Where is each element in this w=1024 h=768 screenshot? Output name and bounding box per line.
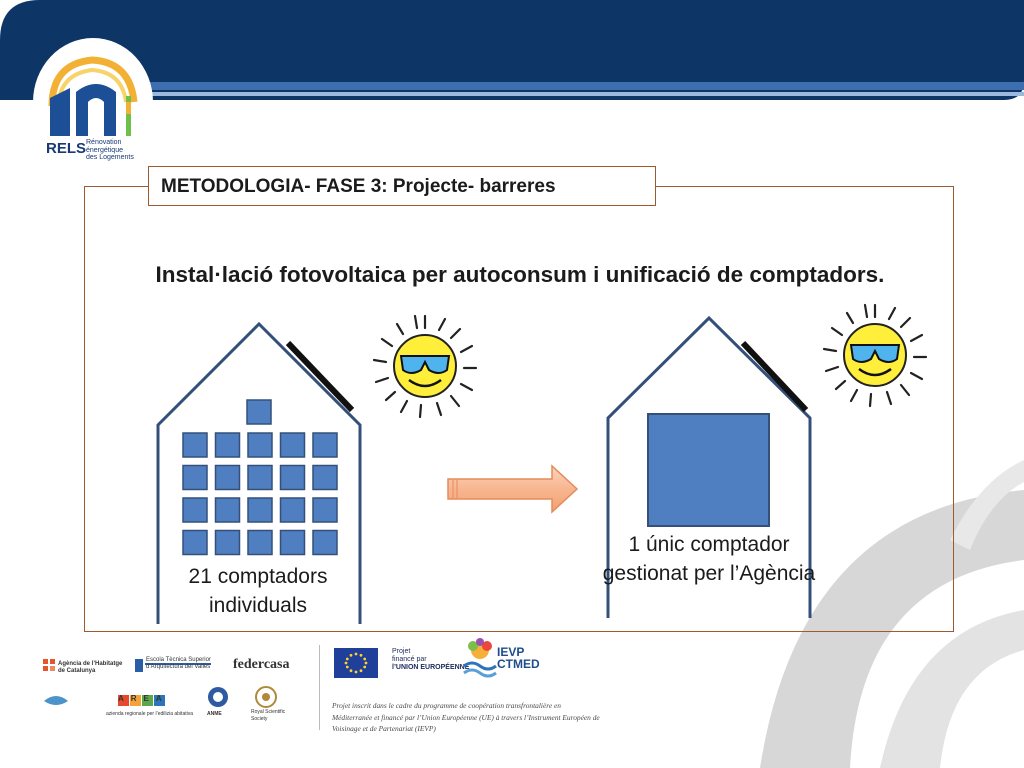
meter-box <box>216 466 240 490</box>
meter-box <box>183 531 207 555</box>
meter-box <box>183 433 207 457</box>
rss-label: Royal Scientific Society <box>251 709 286 722</box>
federcasa-label: federcasa <box>233 657 290 672</box>
meter-box <box>281 433 305 457</box>
meter-box <box>313 498 337 522</box>
area-subtitle: azienda regionale per l’edilizia abitativa <box>106 711 193 717</box>
eu-label-line1: Projet <box>392 648 411 655</box>
ievp-ctmed-text <box>497 646 540 670</box>
slide-heading: Instal·lació fotovoltaica per autoconsum i unificació de comptadors. <box>155 262 885 287</box>
right-house-caption: 1 únic comptador gestionat per l’Agència <box>602 533 816 585</box>
anme-label: ANME <box>207 711 222 717</box>
agencia-label: Agència de l’Habitatge de Catalunya <box>58 661 123 674</box>
eu-flag-icon <box>334 648 378 678</box>
single-meter <box>648 414 769 526</box>
meter-box <box>247 400 271 424</box>
meter-box <box>216 531 240 555</box>
ievp-line1: IEVP <box>497 645 525 659</box>
area-label: AREA <box>118 694 169 703</box>
right-arrow-icon <box>448 466 577 512</box>
meter-box <box>313 531 337 555</box>
meter-box <box>183 466 207 490</box>
logo-subtitle: Rénovation énergétique des Logements <box>86 139 134 161</box>
footer-divider <box>319 645 320 730</box>
meter-box <box>248 433 272 457</box>
solar-panel-left <box>288 343 352 410</box>
ievp-line2: CTMED <box>497 657 540 671</box>
meter-box <box>281 498 305 522</box>
ievp-ctmed-logo <box>462 636 498 680</box>
meter-box <box>183 498 207 522</box>
royal-scientific-society-logo <box>256 687 276 707</box>
meter-box <box>281 466 305 490</box>
agencia-habitatge-logo <box>43 659 55 671</box>
meter-box <box>248 531 272 555</box>
anme-logo <box>208 687 228 707</box>
eu-funding-text <box>392 648 469 672</box>
escola-label: Escola Tècnica Superior d’Arquitectura del Vallès <box>146 657 211 670</box>
eu-label-line2: financé par <box>392 656 427 663</box>
meter-box <box>216 498 240 522</box>
meter-grid <box>183 400 337 555</box>
meter-box <box>216 433 240 457</box>
funding-fine-print: Projet inscrit dans le cadre du programme de coopération transfrontalière en Méditerranée et financé par l’Union Européenne (UE) à travers l’Instrument Européen de Voisinage et de Partenariat (IEVP) <box>332 701 600 733</box>
meter-box <box>281 531 305 555</box>
meter-box <box>248 498 272 522</box>
eu-label-line3: l’UNION EUROPÉENNE <box>392 664 470 671</box>
section-title: METODOLOGIA- FASE 3: Projecte- barreres <box>161 176 556 197</box>
hand-globe-logo <box>44 696 68 705</box>
meter-box <box>248 466 272 490</box>
meter-box <box>313 466 337 490</box>
logo-brand-text: RELS <box>46 140 87 157</box>
sun-with-sunglasses-icon <box>374 316 476 417</box>
meter-box <box>313 433 337 457</box>
sun-with-sunglasses-icon <box>824 305 926 406</box>
left-house-caption: 21 comptadors individuals <box>188 565 328 617</box>
solar-panel-right <box>743 343 806 410</box>
